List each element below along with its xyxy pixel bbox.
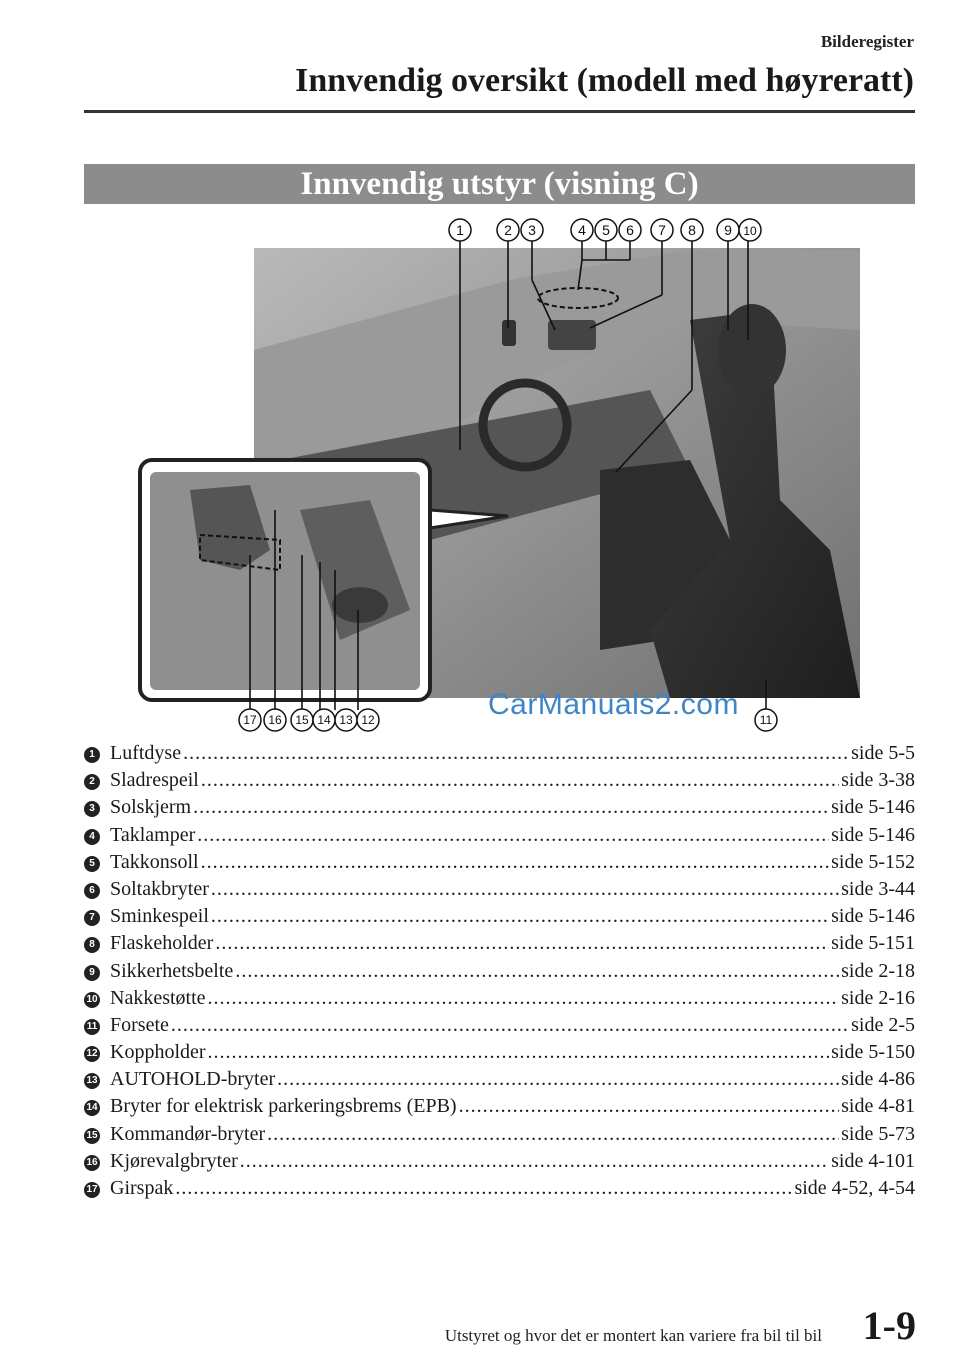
item-label: AUTOHOLD-bryter (110, 1068, 276, 1091)
svg-text:10: 10 (743, 224, 757, 238)
item-number: 12 (84, 1046, 100, 1062)
list-item[interactable] (84, 1121, 915, 1148)
item-page-ref[interactable]: side 2-16 (841, 986, 915, 1009)
item-label: Koppholder (110, 1041, 206, 1064)
item-number: 8 (84, 937, 100, 953)
item-number: 3 (84, 801, 100, 817)
list-item[interactable] (84, 849, 915, 876)
item-number: 2 (84, 774, 100, 790)
item-label: Luftdyse (110, 742, 182, 764)
item-label: Flaskeholder (110, 932, 214, 955)
item-number: 5 (84, 856, 100, 872)
item-page-ref[interactable]: side 3-44 (841, 877, 915, 900)
page-title: Innvendig oversikt (modell med høyreratt) (295, 62, 914, 99)
list-item[interactable] (84, 767, 915, 794)
svg-text:14: 14 (317, 713, 331, 727)
item-page-ref[interactable]: side 3-38 (841, 769, 915, 792)
leader-dots (215, 930, 829, 957)
item-page-ref[interactable]: side 2-18 (841, 959, 915, 982)
item-list (84, 740, 915, 1202)
svg-text:17: 17 (243, 713, 257, 727)
item-page-ref[interactable]: side 2-5 (851, 1013, 915, 1036)
list-item[interactable] (84, 903, 915, 930)
leader-dots (197, 822, 829, 849)
item-number: 7 (84, 910, 100, 926)
leader-dots (171, 1012, 849, 1039)
section-label: Bilderegister (820, 32, 914, 51)
svg-text:6: 6 (626, 222, 634, 238)
callout-10 (739, 219, 761, 241)
svg-text:15: 15 (295, 713, 309, 727)
item-label: Kjørevalgbryter (110, 1149, 238, 1172)
list-item[interactable] (84, 1093, 915, 1120)
callout-5 (595, 219, 617, 241)
item-label: Bryter for elektrisk parkeringsbrems (EPB) (110, 1095, 457, 1118)
item-label: Forsete (110, 1013, 169, 1036)
item-number: 13 (84, 1073, 100, 1089)
callout-11 (755, 709, 777, 731)
list-item[interactable] (84, 958, 915, 985)
dash-cam (502, 320, 516, 346)
svg-text:4: 4 (578, 222, 586, 238)
svg-text:2: 2 (504, 222, 512, 238)
leader-dots (459, 1093, 840, 1120)
item-page-ref[interactable]: side 5-146 (831, 796, 915, 819)
svg-text:7: 7 (658, 222, 666, 238)
callout-13 (335, 709, 357, 731)
svg-text:3: 3 (528, 222, 536, 238)
svg-text:11: 11 (759, 713, 773, 727)
page-number: 1-9 (862, 1303, 916, 1348)
callout-7 (651, 219, 673, 241)
item-page-ref[interactable]: side 4-52, 4-54 (794, 1177, 915, 1199)
item-page-ref[interactable]: side 5-152 (831, 850, 915, 873)
item-number: 4 (84, 829, 100, 845)
item-page-ref[interactable]: side 5-5 (851, 742, 915, 764)
interior-photo (130, 210, 920, 740)
callout-6 (619, 219, 641, 241)
item-label: Girspak (110, 1177, 174, 1199)
item-number: 1 (84, 747, 100, 763)
item-label: Takkonsoll (110, 850, 199, 873)
cup-holder-shape (332, 587, 388, 623)
callout-3 (521, 219, 543, 241)
callout-14 (313, 709, 335, 731)
svg-text:12: 12 (361, 713, 375, 727)
callout-15 (291, 709, 313, 731)
list-item[interactable] (84, 1066, 915, 1093)
item-page-ref[interactable]: side 4-86 (841, 1068, 915, 1091)
item-number: 16 (84, 1155, 100, 1171)
item-label: Taklamper (110, 823, 196, 846)
leader-dots (235, 958, 839, 985)
callout-16 (264, 709, 286, 731)
item-label: Sikkerhetsbelte (110, 959, 234, 982)
item-number: 10 (84, 992, 100, 1008)
watermark: CarManuals2.com (488, 688, 739, 721)
leader-dots (193, 794, 829, 821)
callout-2 (497, 219, 519, 241)
callout-9 (717, 219, 739, 241)
callout-4 (571, 219, 593, 241)
item-number: 15 (84, 1128, 100, 1144)
callout-17 (239, 709, 261, 731)
item-number: 11 (84, 1019, 100, 1035)
list-item[interactable] (84, 794, 915, 821)
item-page-ref[interactable]: side 5-73 (841, 1122, 915, 1145)
leader-dots (240, 1148, 829, 1175)
top-callouts (449, 219, 761, 241)
item-page-ref[interactable]: side 5-151 (831, 932, 915, 955)
list-item[interactable] (84, 1175, 915, 1202)
item-label: Kommandør-bryter (110, 1122, 266, 1145)
list-item[interactable] (84, 1012, 915, 1039)
svg-text:9: 9 (724, 222, 732, 238)
header-rule (84, 110, 915, 113)
leader-dots (183, 740, 849, 767)
list-item[interactable] (84, 930, 915, 957)
item-page-ref[interactable]: side 5-146 (831, 823, 915, 846)
leader-dots (201, 767, 839, 794)
callout-1 (449, 219, 471, 241)
svg-text:13: 13 (339, 713, 353, 727)
callout-8 (681, 219, 703, 241)
leader-dots (201, 849, 830, 876)
item-label: Nakkestøtte (110, 986, 206, 1009)
item-label: Sladrespeil (110, 769, 199, 792)
item-page-ref[interactable]: side 5-150 (831, 1041, 915, 1064)
item-label: Soltakbryter (110, 877, 209, 900)
svg-text:8: 8 (688, 222, 696, 238)
item-number: 6 (84, 883, 100, 899)
item-label: Solskjerm (110, 796, 192, 819)
item-number: 17 (84, 1182, 100, 1198)
leader-dots (211, 876, 839, 903)
mirror-housing (548, 320, 596, 350)
item-number: 14 (84, 1100, 100, 1116)
list-item[interactable] (84, 876, 915, 903)
leader-dots (211, 903, 829, 930)
svg-text:5: 5 (602, 222, 610, 238)
item-page-ref[interactable]: side 4-81 (841, 1095, 915, 1118)
leader-dots (208, 1039, 830, 1066)
leader-dots (175, 1175, 792, 1202)
leader-dots (208, 985, 840, 1012)
item-number: 9 (84, 965, 100, 981)
leader-dots (277, 1066, 839, 1093)
item-page-ref[interactable]: side 4-101 (831, 1149, 915, 1172)
interior-illustration (130, 210, 920, 740)
list-item[interactable] (84, 1148, 915, 1175)
svg-text:16: 16 (268, 713, 282, 727)
item-label: Sminkespeil (110, 905, 209, 928)
list-item[interactable] (84, 822, 915, 849)
footer-note: Utstyret og hvor det er montert kan variere fra bil til bil (444, 1326, 822, 1345)
section-banner: Innvendig utstyr (visning C) (84, 164, 915, 204)
list-item[interactable] (84, 985, 915, 1012)
callout-12 (357, 709, 379, 731)
svg-text:1: 1 (456, 222, 464, 238)
item-page-ref[interactable]: side 5-146 (831, 905, 915, 928)
list-item[interactable] (84, 740, 915, 767)
list-item[interactable] (84, 1039, 915, 1066)
leader-dots (267, 1121, 839, 1148)
